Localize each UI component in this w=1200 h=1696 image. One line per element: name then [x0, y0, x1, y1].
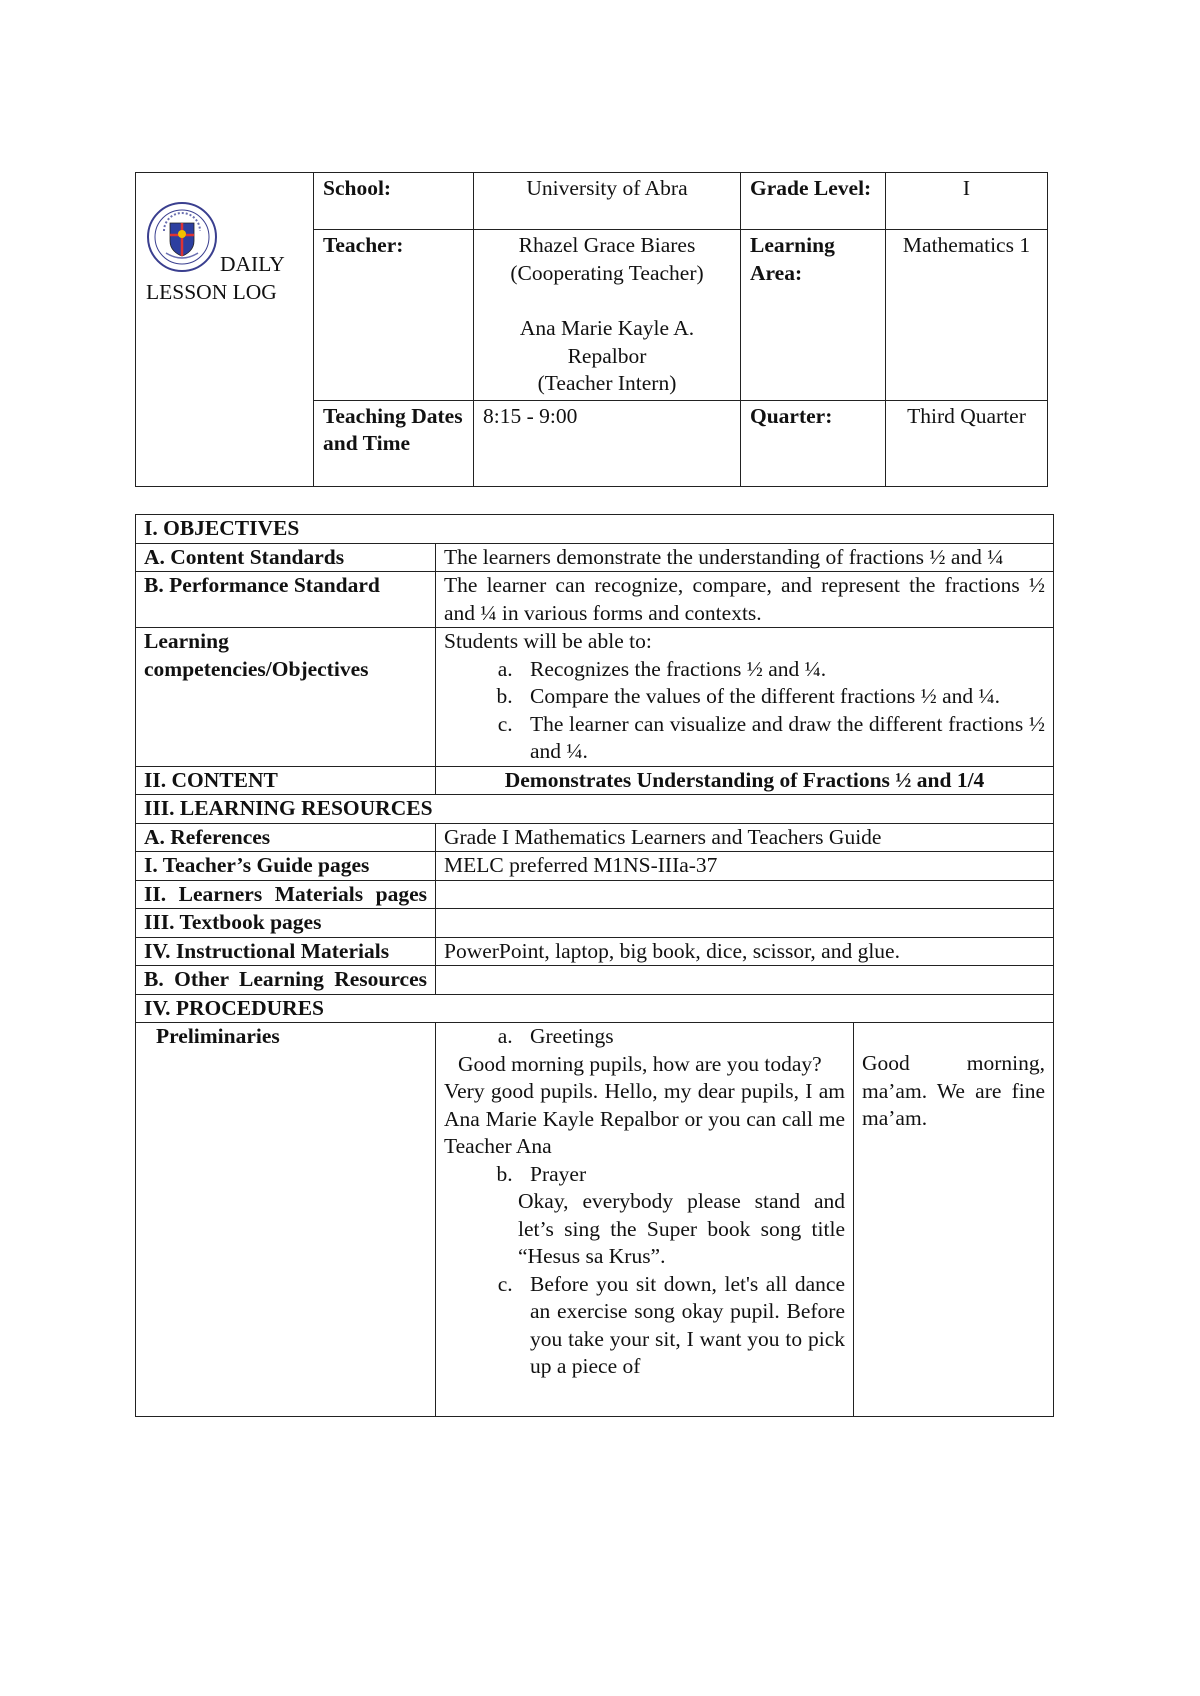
content-standards-value: The learners demonstrate the understanding of fractions ½ and ¼ [436, 543, 1054, 572]
teacher-intro-text: Very good pupils. Hello, my dear pupils, I am Ana Marie Kayle Repalbor or you can call me Teacher Ana [444, 1079, 845, 1158]
exercise-item: c. Before you sit down, let's all dance an exercise song okay pupil. Before you take your sit, I want you to pick up a piece of [518, 1271, 845, 1381]
greeting-text: Good morning pupils, how are you today? [458, 1051, 822, 1076]
competencies-cell [436, 628, 1054, 767]
content-value: Demonstrates Understanding of Fractions ½ and 1/4 [436, 766, 1054, 795]
objectives-heading: I. OBJECTIVES [136, 515, 1054, 544]
other-resources-label: B. Other Learning Resources [136, 966, 436, 995]
teachers-guide-value: MELC preferred M1NS-IIIa-37 [436, 852, 1054, 881]
references-value: Grade I Mathematics Learners and Teachers Guide [436, 823, 1054, 852]
competency-item: b. Compare the values of the different fractions ½ and ¼. [518, 683, 1045, 711]
preliminaries-label: Preliminaries [136, 1023, 436, 1417]
content-heading: II. CONTENT [136, 766, 436, 795]
school-value: University of Abra [474, 173, 741, 230]
pupil-response-cell: Good morning, ma’am. We are fine ma’am. [854, 1023, 1054, 1417]
competencies-list [444, 656, 1045, 766]
greetings-list [444, 1023, 845, 1051]
intern-teacher-role: (Teacher Intern) [537, 371, 677, 395]
school-label: School: [314, 173, 474, 230]
teachers-guide-label: I. Teacher’s Guide pages [136, 852, 436, 881]
prayer-item: b. Prayer [518, 1161, 845, 1189]
teacher-activity-cell [436, 1023, 854, 1417]
learning-area-value: Mathematics 1 [886, 230, 1048, 401]
competencies-label: Learning competencies/Objectives [136, 628, 436, 767]
logo-cell [136, 173, 314, 487]
competencies-intro: Students will be able to: [444, 629, 652, 653]
cooperating-teacher-name: Rhazel Grace Biares [518, 233, 696, 257]
greetings-item: a. Greetings [518, 1023, 845, 1051]
textbook-pages-label: III. Textbook pages [136, 909, 436, 938]
daily-title: DAILY [220, 252, 285, 276]
teacher-label: Teacher: [314, 230, 474, 401]
instructional-materials-value: PowerPoint, laptop, big book, dice, scissor, and glue. [436, 937, 1054, 966]
references-label: A. References [136, 823, 436, 852]
quarter-label: Quarter: [741, 400, 886, 486]
performance-standard-value: The learner can recognize, compare, and represent the fractions ½ and ¼ in various forms and contexts. [436, 572, 1054, 628]
content-standards-label: A. Content Standards [136, 543, 436, 572]
grade-value: I [886, 173, 1048, 230]
lesson-log-title: LESSON LOG [146, 279, 277, 304]
other-resources-value [436, 966, 1054, 995]
learners-materials-label: II. Learners Materials pages [136, 880, 436, 909]
competency-item: a. Recognizes the fractions ½ and ¼. [518, 656, 1045, 684]
resources-heading: III. LEARNING RESOURCES [136, 795, 1054, 824]
competency-item: c. The learner can visualize and draw the different fractions ½ and ¼. [518, 711, 1045, 766]
prayer-text: Okay, everybody please stand and let’s sing the Super book song title “Hesus sa Krus”. [518, 1189, 845, 1268]
textbook-pages-value [436, 909, 1054, 938]
exercise-list [444, 1271, 845, 1381]
grade-label: Grade Level: [741, 173, 886, 230]
cooperating-teacher-role: (Cooperating Teacher) [510, 260, 704, 285]
performance-standard-label: B. Performance Standard [136, 572, 436, 628]
learning-area-label: Learning Area: [741, 230, 886, 401]
teaching-dates-label: Teaching Dates and Time [314, 400, 474, 486]
instructional-materials-label: IV. Instructional Materials [136, 937, 436, 966]
lesson-log-header-table [135, 172, 1048, 487]
teacher-value [474, 230, 741, 401]
teaching-dates-value: 8:15 - 9:00 [474, 400, 741, 486]
procedures-heading: IV. PROCEDURES [136, 994, 1054, 1023]
intern-teacher-name: Ana Marie Kayle A. Repalbor [519, 316, 695, 368]
deped-seal-icon [146, 201, 218, 273]
prayer-list [444, 1161, 845, 1189]
learners-materials-value [436, 880, 1054, 909]
lesson-plan-table [135, 514, 1054, 1417]
quarter-value: Third Quarter [886, 400, 1048, 486]
